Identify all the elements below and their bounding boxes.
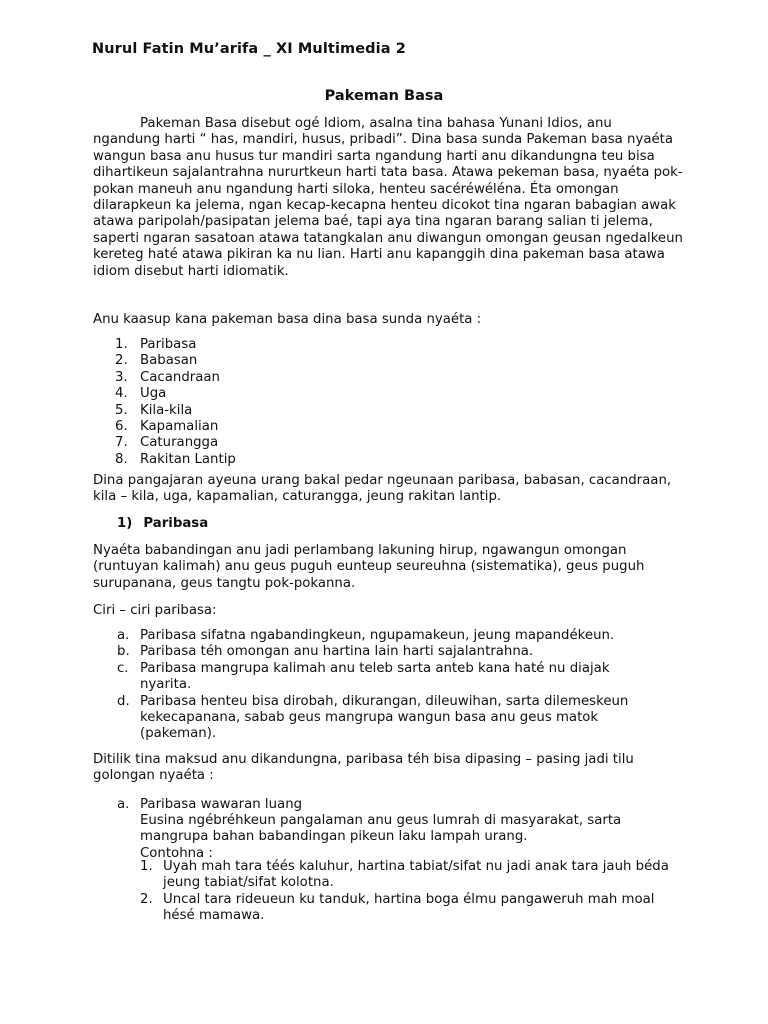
section-heading-paribasa (117, 516, 208, 532)
list-number: 5. (115, 402, 128, 418)
list-number: 1. (140, 859, 153, 874)
list-letter: a. (117, 628, 130, 643)
section-number: 1) (117, 516, 133, 531)
list-item (93, 435, 693, 451)
list-item (93, 644, 653, 660)
list-item (93, 694, 653, 743)
list-item (93, 628, 653, 644)
list-number: 8. (115, 451, 128, 467)
list-item (93, 370, 693, 386)
list-text: Uga (140, 386, 167, 402)
list-text: Kapamalian (140, 419, 219, 435)
list-item (93, 403, 693, 419)
pakeman-types-list (93, 337, 693, 468)
list-number: 7. (115, 435, 128, 451)
list-item (93, 419, 693, 435)
section-title: Paribasa (143, 516, 209, 531)
list-text: Paribasa téh omongan anu hartina lain harti sajalantrahna. (140, 644, 534, 660)
groups-intro: Ditilik tina maksud anu dikandungna, paribasa téh bisa dipasing – pasing jadi tilu golongan nyaéta : (93, 752, 634, 784)
list-number: 4. (115, 386, 128, 402)
list-item (140, 892, 680, 925)
list-number: 2. (115, 353, 128, 369)
list-number: 3. (115, 369, 128, 385)
list-item (93, 661, 653, 694)
list-text: Cacandraan (140, 369, 220, 385)
list-item (93, 337, 693, 353)
list-item (140, 859, 680, 892)
list-text: Paribasa sifatna ngabandingkeun, ngupamakeun, jeung mapandékeun. (140, 628, 615, 643)
list-text: Babasan (140, 353, 198, 369)
list-number: 2. (140, 891, 153, 907)
traits-list (93, 628, 653, 743)
paribasa-definition: Nyaéta babandingan anu jadi perlambang lakuning hirup, ngawangun omongan (runtuyan kalimah) anu geus puguh eunteup seureuhna (sistematika), geus puguh surupanana, geus tangtu pok-pokanna. (93, 543, 645, 591)
list-text: Uncal tara rideueun ku tanduk, hartina boga élmu pangaweruh mah moal hésé mamawa. (163, 891, 655, 924)
list-letter: a. (117, 797, 130, 812)
list-item (93, 353, 693, 369)
page-title: Pakeman Basa (324, 88, 444, 104)
list-item (93, 452, 693, 468)
traits-intro: Ciri – ciri paribasa: (93, 603, 217, 618)
list-text: Paribasa mangrupa kalimah anu teleb sarta anteb kana haté nu diajak nyarita. (140, 660, 610, 693)
group-title: Paribasa wawaran luang (140, 797, 303, 812)
group-description: Eusina ngébréhkeun pangalaman anu geus lumrah di masyarakat, sarta mangrupa bahan babandingan pikeun laku lampah urang. (140, 813, 622, 845)
group-a-body (140, 813, 680, 862)
list-text: Kila-kila (140, 402, 193, 418)
list-number: 6. (115, 419, 128, 435)
list-text: Paribasa henteu bisa dirobah, dikurangan, dileuwihan, sarta dilemeskeun kekecapanana, sabab geus mangrupa wangun basa anu geus matok (pakeman). (140, 693, 629, 742)
list-letter: c. (117, 660, 129, 676)
list-text: Uyah mah tara téés kaluhur, hartina tabiat/sifat nu jadi anak tara jauh béda jeung tabiat/sifat kolotna. (163, 859, 669, 891)
author-line: Nurul Fatin Mu’arifa _ XI Multimedia 2 (92, 41, 406, 57)
list-number: 1. (115, 337, 128, 352)
examples-list (140, 859, 680, 925)
list-text: Paribasa (140, 337, 197, 352)
list-letter: b. (117, 644, 130, 660)
lesson-paragraph: Dina pangajaran ayeuna urang bakal pedar ngeunaan paribasa, babasan, cacandraan, kila – kila, uga, kapamalian, caturangga, jeung rakitan lantip. (93, 473, 672, 505)
examples-label: Contohna : (140, 845, 213, 861)
intro-paragraph: Pakeman Basa disebut ogé Idiom, asalna tina bahasa Yunani Idios, anu ngandung harti “ has, mandiri, husus, pribadi”. Dina basa sunda Pakeman basa nyaéta wangun basa anu husus tur mandiri sarta ngandung harti anu dikandungna teu bisa dihartikeun sajalantrahna nururtkeun harti tata basa. Atawa pekeman basa, nyaéta pok-pokan maneuh anu ngandung harti siloka, henteu sacéréwéléna. Éta omongan dilarapkeun ka jelema, ngan kecap-kecapna henteu dicokot tina ngaran babagian awak atawa paripolah/pasipatan jelema baé, tapi aya tina ngaran barang salian ti jelema, saperti ngaran sasatoan atawa tatangkalan anu diwangun omongan geusan ngedalkeun kereteg haté atawa pikiran ka nu lian. Harti anu kapanggih dina pakeman basa atawa idiom disebut harti idiomatik. (93, 116, 683, 279)
list-text: Rakitan Lantip (140, 451, 236, 467)
list-intro: Anu kaasup kana pakeman basa dina basa sunda nyaéta : (93, 312, 482, 327)
list-text: Caturangga (140, 435, 219, 451)
list-item (93, 386, 693, 402)
list-letter: d. (117, 693, 130, 709)
